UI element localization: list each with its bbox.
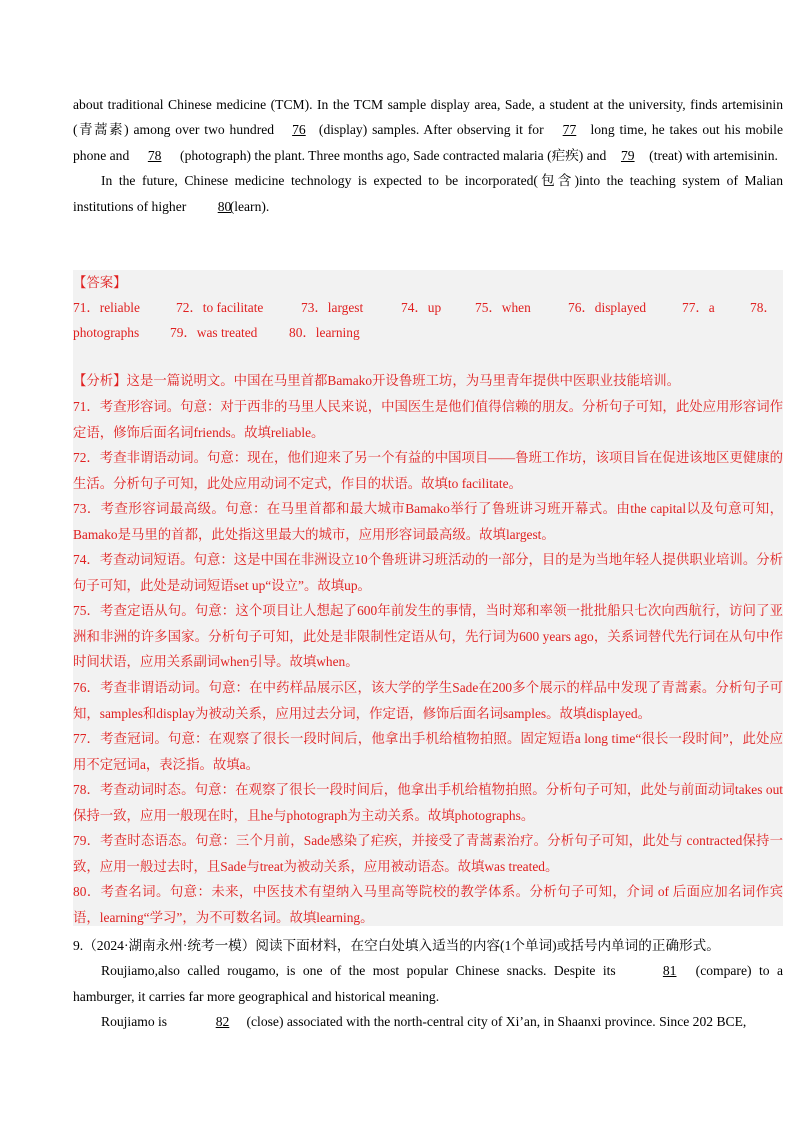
analysis-72: 72．考查非谓语动词。句意：现在，他们迎来了另一个有益的中国项目——鲁班工作坊，该项目旨在促进该地区更健康的生活。分析句子可知，此处应用动词不定式，作目的状语。故填to facilitate。 (73, 450, 783, 491)
blank-82: 82 (215, 1014, 230, 1030)
question-9 (73, 933, 783, 1035)
blank-81: 81 (662, 963, 677, 979)
blank-77: 77 (562, 122, 577, 138)
text-segment: Roujiamo,also called rougamo, is one of the most popular Chinese snacks. Despite its (101, 963, 616, 979)
blank-76: 76 (292, 122, 306, 138)
answer-item: 79．was treated (170, 325, 258, 340)
answer-box (73, 270, 783, 926)
answer-label: 【答案】 (73, 275, 127, 290)
text-segment: (close) associated with the north-central city of Xi’an, in Shaanxi province. Since 202 BCE, (246, 1014, 747, 1030)
answer-item: 71．reliable (73, 300, 140, 315)
answer-item: 75．when (475, 300, 531, 315)
answer-item: 73．largest (301, 300, 364, 315)
text-segment: (learn). (229, 198, 270, 214)
text-segment: about traditional Chinese medicine (TCM). In the TCM sample display area, Sade, a student at the university, finds artemisinin (青蒿素) among over two hundred (73, 97, 783, 138)
analysis-73: 73．考查形容词最高级。句意：在马里首都和最大城市Bamako举行了鲁班讲习班开幕式。由the capital以及句意可知，Bamako是马里的首都，此处指这里最大的城市，应用形容词最高级。故填largest。 (73, 501, 783, 542)
answer-item: photographs (73, 325, 140, 340)
answer-item: 78． (750, 300, 777, 315)
passage-paragraph-1 (73, 92, 783, 168)
analysis-79: 79．考查时态语态。句意：三个月前，Sade感染了疟疾，并接受了青蒿素治疗。分析句子可知，此处与 contracted保持一致，应用一般过去时，且Sade与treat为被动关系，应用被动语态。故填was treated。 (73, 833, 783, 874)
analysis-summary: 【分析】这是一篇说明文。中国在马里首都Bamako开设鲁班工坊，为马里青年提供中医职业技能培训。 (73, 373, 681, 388)
analysis-75: 75．考查定语从句。句意：这个项目让人想起了600年前发生的事情，当时郑和率领一批批船只七次向西航行，访问了亚洲和非洲的许多国家。分析句子可知，此处是非限制性定语从句，先行词为600 years ago，关系词替代先行词在从句中作时间状语，应用关系副词when引导。故填when。 (73, 603, 783, 670)
question-9-paragraph-1 (73, 958, 783, 1009)
text-segment: (photograph) the plant. Three months ago, Sade contracted malaria (疟疾) and (176, 147, 610, 163)
question-9-paragraph-2 (73, 1009, 783, 1034)
blank-80: 80 (217, 198, 232, 214)
answer-item: 80．learning (289, 325, 360, 340)
analysis-71: 71．考查形容词。句意：对于西非的马里人民来说，中国医生是他们值得信赖的朋友。分析句子可知，此处应用形容词作定语，修饰后面名词friends。故填reliable。 (73, 399, 783, 440)
text-segment: long time, he takes out his mobile phone and (73, 122, 783, 163)
passage-continued (73, 92, 783, 219)
text-segment: Roujiamo is (101, 1014, 171, 1030)
passage-paragraph-2 (73, 168, 783, 219)
answer-item: 76．displayed (568, 300, 647, 315)
analysis-77: 77．考查冠词。句意：在观察了很长一段时间后，他拿出手机给植物拍照。固定短语a long time“很长一段时间”，此处应用不定冠词a，表泛指。故填a。 (73, 731, 783, 772)
blank-79: 79 (620, 147, 635, 163)
answer-item: 77．a (682, 300, 715, 315)
text-segment: (compare) to a hamburger, it carries far more geographical and historical meaning. (73, 963, 783, 1004)
analysis-74: 74．考查动词短语。句意：这是中国在非洲设立10个鲁班讲习班活动的一部分，目的是为当地年轻人提供职业培训。分析句子可知，此处是动词短语set up“设立”。故填up。 (73, 552, 783, 593)
analysis-80: 80．考查名词。句意：未来，中医技术有望纳入马里高等院校的教学体系。分析句子可知，介词 of 后面应加名词作宾语，learning“学习”，为不可数名词。故填learning。 (73, 884, 783, 925)
answer-item: 72．to facilitate (176, 300, 264, 315)
answer-item: 74．up (401, 300, 442, 315)
analysis-78: 78．考查动词时态。句意：在观察了很长一段时间后，他拿出手机给植物拍照。分析句子可知，此处与前面动词takes out保持一致，应用一般现在时，且he与photograph为主动关系。故填photographs。 (73, 782, 783, 823)
text-segment: In the future, Chinese medicine technology is expected to be incorporated(包含)into the teaching system of Malian institutions of higher (73, 173, 783, 214)
analysis-76: 76．考查非谓语动词。句意：在中药样品展示区，该大学的学生Sade在200多个展示的样品中发现了青蒿素。分析句子可知，samples和display为被动关系，应用过去分词，作定语，修饰后面名词samples。故填displayed。 (73, 680, 783, 721)
text-segment: (display) samples. After observing it for (318, 122, 549, 138)
question-9-heading: 9.（2024·湖南永州·统考一模）阅读下面材料，在空白处填入适当的内容(1个单词)或括号内单词的正确形式。 (73, 938, 720, 953)
text-segment: (treat) with artemisinin. (645, 147, 778, 163)
blank-78: 78 (147, 147, 162, 163)
